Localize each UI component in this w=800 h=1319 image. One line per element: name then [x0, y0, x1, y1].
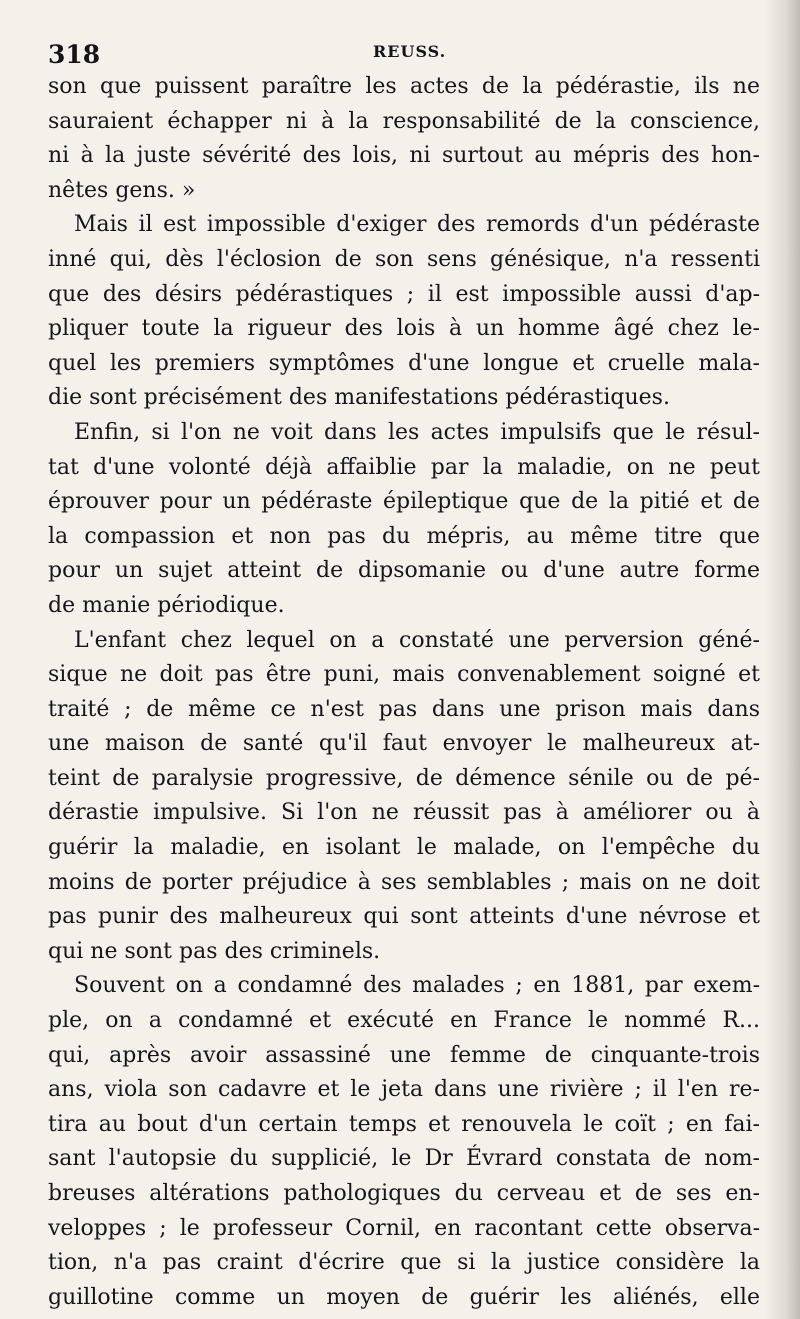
text-line: breuses altérations pathologiques du cerveau et de ses en-: [48, 1181, 760, 1206]
paragraph: [48, 624, 760, 970]
text-line: sant l'autopsie du supplicié, le Dr Évrard constata de nom-: [48, 1146, 760, 1172]
text-line: qui, après avoir assassiné une femme de cinquante-trois: [48, 1042, 760, 1068]
text-line: Souvent on a condamné des malades ; en 1881, par exem-: [74, 973, 760, 999]
text-line: que des désirs pédérastiques ; il est impossible aussi d'ap-: [48, 281, 760, 307]
paragraph: [48, 208, 760, 416]
text-line: traité ; de même ce n'est pas dans une prison mais dans: [48, 696, 760, 722]
text-line: pas punir des malheureux qui sont atteints d'une névrose et: [48, 904, 760, 930]
text-line: tat d'une volonté déjà affaiblie par la maladie, on ne peut: [48, 454, 760, 480]
text-line: moins de porter préjudice à ses semblables ; mais on ne doit: [48, 869, 760, 895]
text-line: sique ne doit pas être puni, mais convenablement soigné et: [48, 662, 760, 688]
text-line: ans, viola son cadavre et le jeta dans une rivière ; il l'en re-: [48, 1077, 760, 1103]
text-line: pliquer toute la rigueur des lois à un homme âgé chez le-: [48, 316, 760, 342]
text-line: quel les premiers symptômes d'une longue et cruelle mala-: [48, 350, 760, 376]
page-number: 318: [48, 40, 101, 69]
text-line: ni à la juste sévérité des lois, ni surtout au mépris des hon-: [48, 143, 760, 169]
text-line: tion, n'a pas craint d'écrire que si la justice considère la: [48, 1250, 760, 1276]
text-line: L'enfant chez lequel on a constaté une perversion géné-: [74, 627, 760, 653]
text-line: de manie périodique.: [48, 592, 285, 618]
body-text: [48, 70, 760, 1315]
text-line: tira au bout d'un certain temps et renouvela le coït ; en fai-: [48, 1111, 760, 1137]
text-line: guérir la maladie, en isolant le malade, on l'empêche du: [48, 835, 760, 861]
text-line: veloppes ; le professeur Cornil, en racontant cette observa-: [48, 1215, 760, 1241]
running-head: REUSS.: [373, 42, 447, 61]
paragraph: [48, 969, 760, 1315]
text-line: éprouver pour un pédéraste épileptique que de la pitié et de: [48, 489, 760, 515]
text-line: guillotine comme un moyen de guérir les aliénés, elle: [48, 1284, 760, 1310]
text-line: sauraient échapper ni à la responsabilité de la conscience,: [48, 108, 760, 134]
paragraph: [48, 416, 760, 624]
text-line: pour un sujet atteint de dipsomanie ou d'une autre forme: [48, 558, 760, 584]
text-line: Mais il est impossible d'exiger des remords d'un pédéraste: [74, 212, 760, 238]
text-line: qui ne sont pas des criminels.: [48, 938, 381, 964]
text-line: inné qui, dès l'éclosion de son sens génésique, n'a ressenti: [48, 246, 760, 272]
text-line: dérastie impulsive. Si l'on ne réussit pas à améliorer ou à: [48, 800, 760, 826]
text-line: son que puissent paraître les actes de la pédérastie, ils ne: [48, 74, 760, 99]
text-line: ple, on a condamné et exécuté en France le nommé R...: [48, 1008, 760, 1034]
page-header: [48, 36, 760, 68]
text-line: une maison de santé qu'il faut envoyer le malheureux at-: [48, 731, 760, 757]
paragraph: [48, 70, 760, 208]
page-edge-shadow: [764, 0, 800, 1319]
text-line: nêtes gens. »: [48, 177, 196, 203]
text-line: teint de paralysie progressive, de démence sénile ou de pé-: [48, 765, 760, 791]
text-line: die sont précisément des manifestations pédérastiques.: [48, 385, 670, 411]
text-line: Enfin, si l'on ne voit dans les actes impulsifs que le résul-: [74, 419, 760, 445]
text-line: la compassion et non pas du mépris, au même titre que: [48, 523, 760, 549]
